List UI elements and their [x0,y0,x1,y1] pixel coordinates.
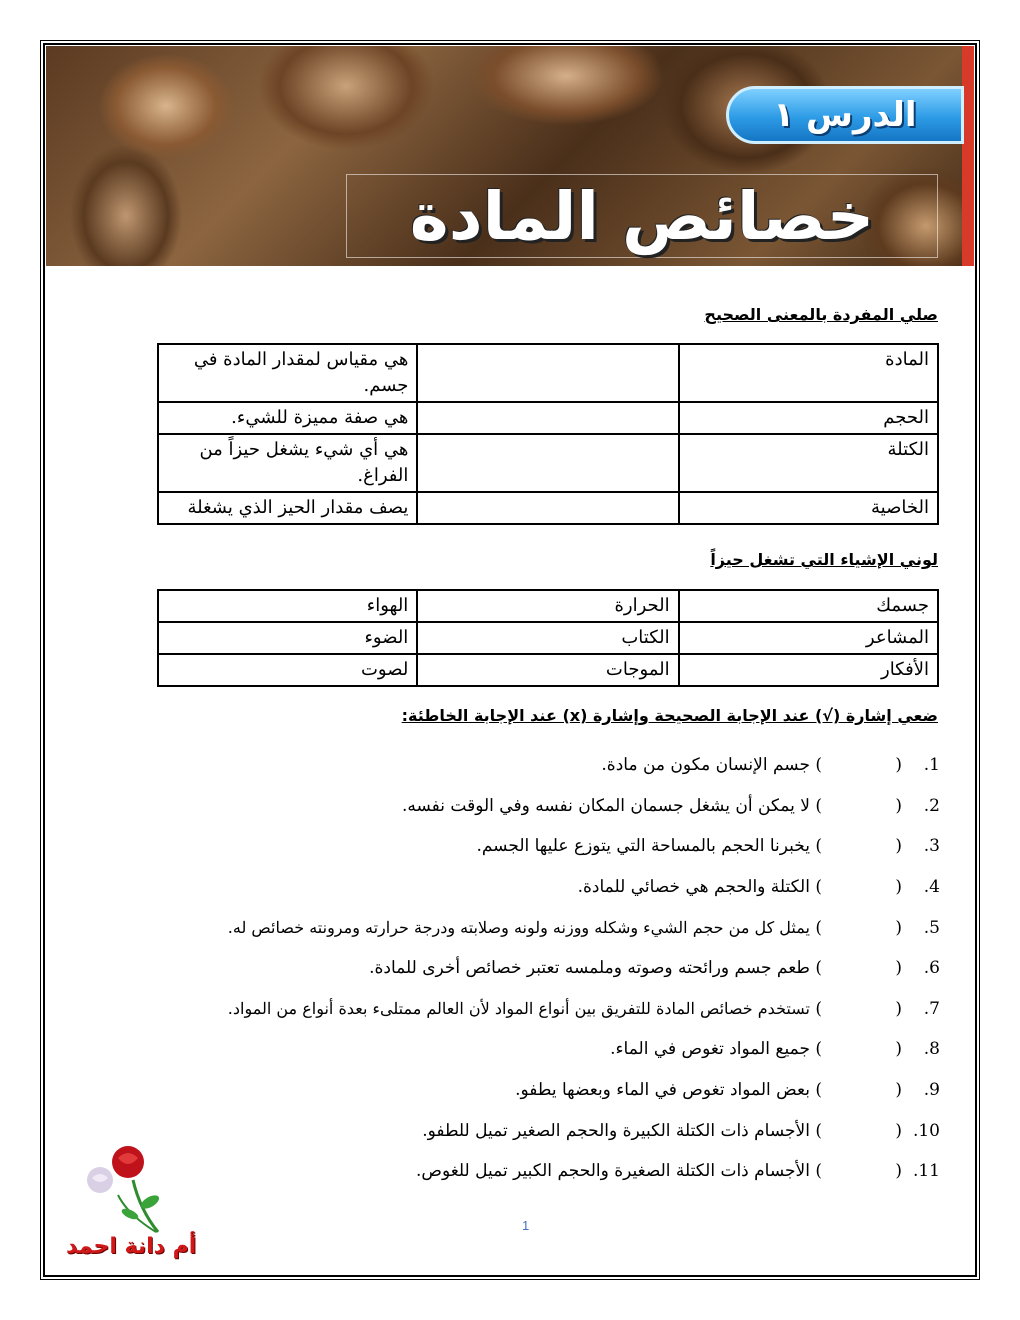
item-text: يخبرنا الحجم بالمساحة التي يتوزع عليها الجسم. [476,836,810,857]
definition-cell: يصف مقدار الحيز الذي يشغلة [158,492,417,524]
item-text: الأجسام ذات الكتلة الصغيرة والحجم الكبير تميل للغوص. [415,1161,810,1182]
answer-blank[interactable]: ( [895,1120,902,1141]
author-signature: أم دانة احمد [66,1234,197,1259]
table-row [158,344,938,402]
answer-blank[interactable]: ( [895,755,902,776]
table-cell: المشاعر [679,622,938,654]
page-number: 1 [522,1218,530,1233]
item-number: 4. [923,877,940,898]
item-text: جسم الإنسان مكون من مادة. [601,755,810,776]
answer-blank[interactable]: ( [895,795,902,816]
item-number: 10. [912,1120,940,1141]
answer-blank[interactable]: ( [895,836,902,857]
table-row [158,492,938,524]
item-text: جميع المواد تغوص في الماء. [610,1039,810,1060]
lesson-label-pill [726,86,964,144]
list-item: 4. ( ) الكتلة والحجم هي خصائي للمادة. [577,877,940,898]
lesson-banner [46,46,974,266]
table-row [158,654,938,686]
term-cell: الخاصية [679,492,938,524]
item-number: 3. [923,836,940,857]
item-text: تستخدم خصائص المادة للتفريق بين أنواع المواد لأن العالم ممتلىء بعدة أنواع من المواد. [227,999,810,1019]
answer-blank[interactable]: ( [895,877,902,898]
item-text: بعض المواد تغوص في الماء وبعضها يطفو. [515,1080,810,1101]
definition-cell: هي صفة مميزة للشيء. [158,402,417,434]
list-item: 11. ( ) الأجسام ذات الكتلة الصغيرة والحجم الكبير تميل للغوص. [415,1161,940,1182]
answer-blank[interactable]: ( [895,958,902,979]
lesson-label: الدرس ١ [773,95,917,135]
table-cell: الضوء [158,622,417,654]
banner-red-edge [962,46,974,266]
table-cell: جسمك [679,590,938,622]
section1-heading: صلي المفردة بالمعنى الصحيح [704,305,938,324]
list-item: 10. ( ) الأجسام ذات الكتلة الكبيرة والحجم الصغير تميل للطفو. [422,1120,940,1141]
item-text: الكتلة والحجم هي خصائي للمادة. [577,877,810,898]
true-false-list [120,745,940,1192]
blank-cell [417,402,678,434]
list-item: 8. ( ) جميع المواد تغوص في الماء. [610,1039,940,1060]
term-cell: الكتلة [679,434,938,492]
item-text: الأجسام ذات الكتلة الكبيرة والحجم الصغير تميل للطفو. [422,1120,810,1141]
table-row [158,590,938,622]
item-number: 7. [923,998,940,1019]
term-cell: الحجم [679,402,938,434]
table-cell: لصوت [158,654,417,686]
item-text: طعم جسم ورائحته وصوته وملمسه تعتبر خصائص أخرى للمادة. [369,958,810,979]
table-cell: الهواء [158,590,417,622]
answer-blank[interactable]: ( [895,1080,902,1101]
item-text: يمثل كل من حجم الشيء وشكله ووزنه ولونه وصلابته ودرجة حرارته ومرونته خصائص له. [227,918,810,938]
section3-heading: ضعي إشارة (√) عند الإجابة الصحيحة وإشارة (x) عند الإجابة الخاطئة: [401,706,938,725]
term-cell: المادة [679,344,938,402]
item-number: 5. [923,917,940,938]
item-number: 1. [923,755,940,776]
table-row [158,434,938,492]
definition-cell: هي مقياس لمقدار المادة في جسم. [158,344,417,402]
list-item: 3. ( ) يخبرنا الحجم بالمساحة التي يتوزع عليها الجسم. [476,836,940,857]
answer-blank[interactable]: ( [895,917,902,938]
table-cell: الحرارة [417,590,678,622]
matching-table [157,343,939,525]
answer-blank[interactable]: ( [895,1039,902,1060]
table-cell: الموجات [417,654,678,686]
item-number: 8. [923,1039,940,1060]
definition-cell: هي أي شيء يشغل حيزاً من الفراغ. [158,434,417,492]
item-number: 2. [923,795,940,816]
table-cell: الكتاب [417,622,678,654]
list-item: 7. ( ) تستخدم خصائص المادة للتفريق بين أنواع المواد لأن العالم ممتلىء بعدة أنواع من المواد. [227,998,940,1019]
item-number: 11. [912,1161,940,1182]
list-item: 5. ( ) يمثل كل من حجم الشيء وشكله ووزنه ولونه وصلابته ودرجة حرارته ومرونته خصائص له. [227,917,940,938]
title-box [346,174,938,258]
blank-cell [417,434,678,492]
table-row [158,402,938,434]
item-number: 9. [923,1080,940,1101]
item-text: لا يمكن أن يشغل جسمان المكان نفسه وفي الوقت نفسه. [401,795,810,816]
table-row [158,622,938,654]
answer-blank[interactable]: ( [895,998,902,1019]
list-item: 6. ( ) طعم جسم ورائحته وصوته وملمسه تعتبر خصائص أخرى للمادة. [369,958,940,979]
blank-cell [417,344,678,402]
table-cell: الأفكار [679,654,938,686]
list-item: 2. ( ) لا يمكن أن يشغل جسمان المكان نفسه وفي الوقت نفسه. [401,795,940,816]
blank-cell [417,492,678,524]
page-title: خصائص المادة [409,177,875,255]
coloring-table [157,589,939,687]
item-number: 6. [923,958,940,979]
answer-blank[interactable]: ( [895,1161,902,1182]
section2-heading: لوني الإشياء التي تشغل حيزاً [710,550,938,569]
list-item: 1. ( ) جسم الإنسان مكون من مادة. [601,755,940,776]
rose-icon [78,1140,178,1235]
list-item: 9. ( ) بعض المواد تغوص في الماء وبعضها يطفو. [515,1080,940,1101]
